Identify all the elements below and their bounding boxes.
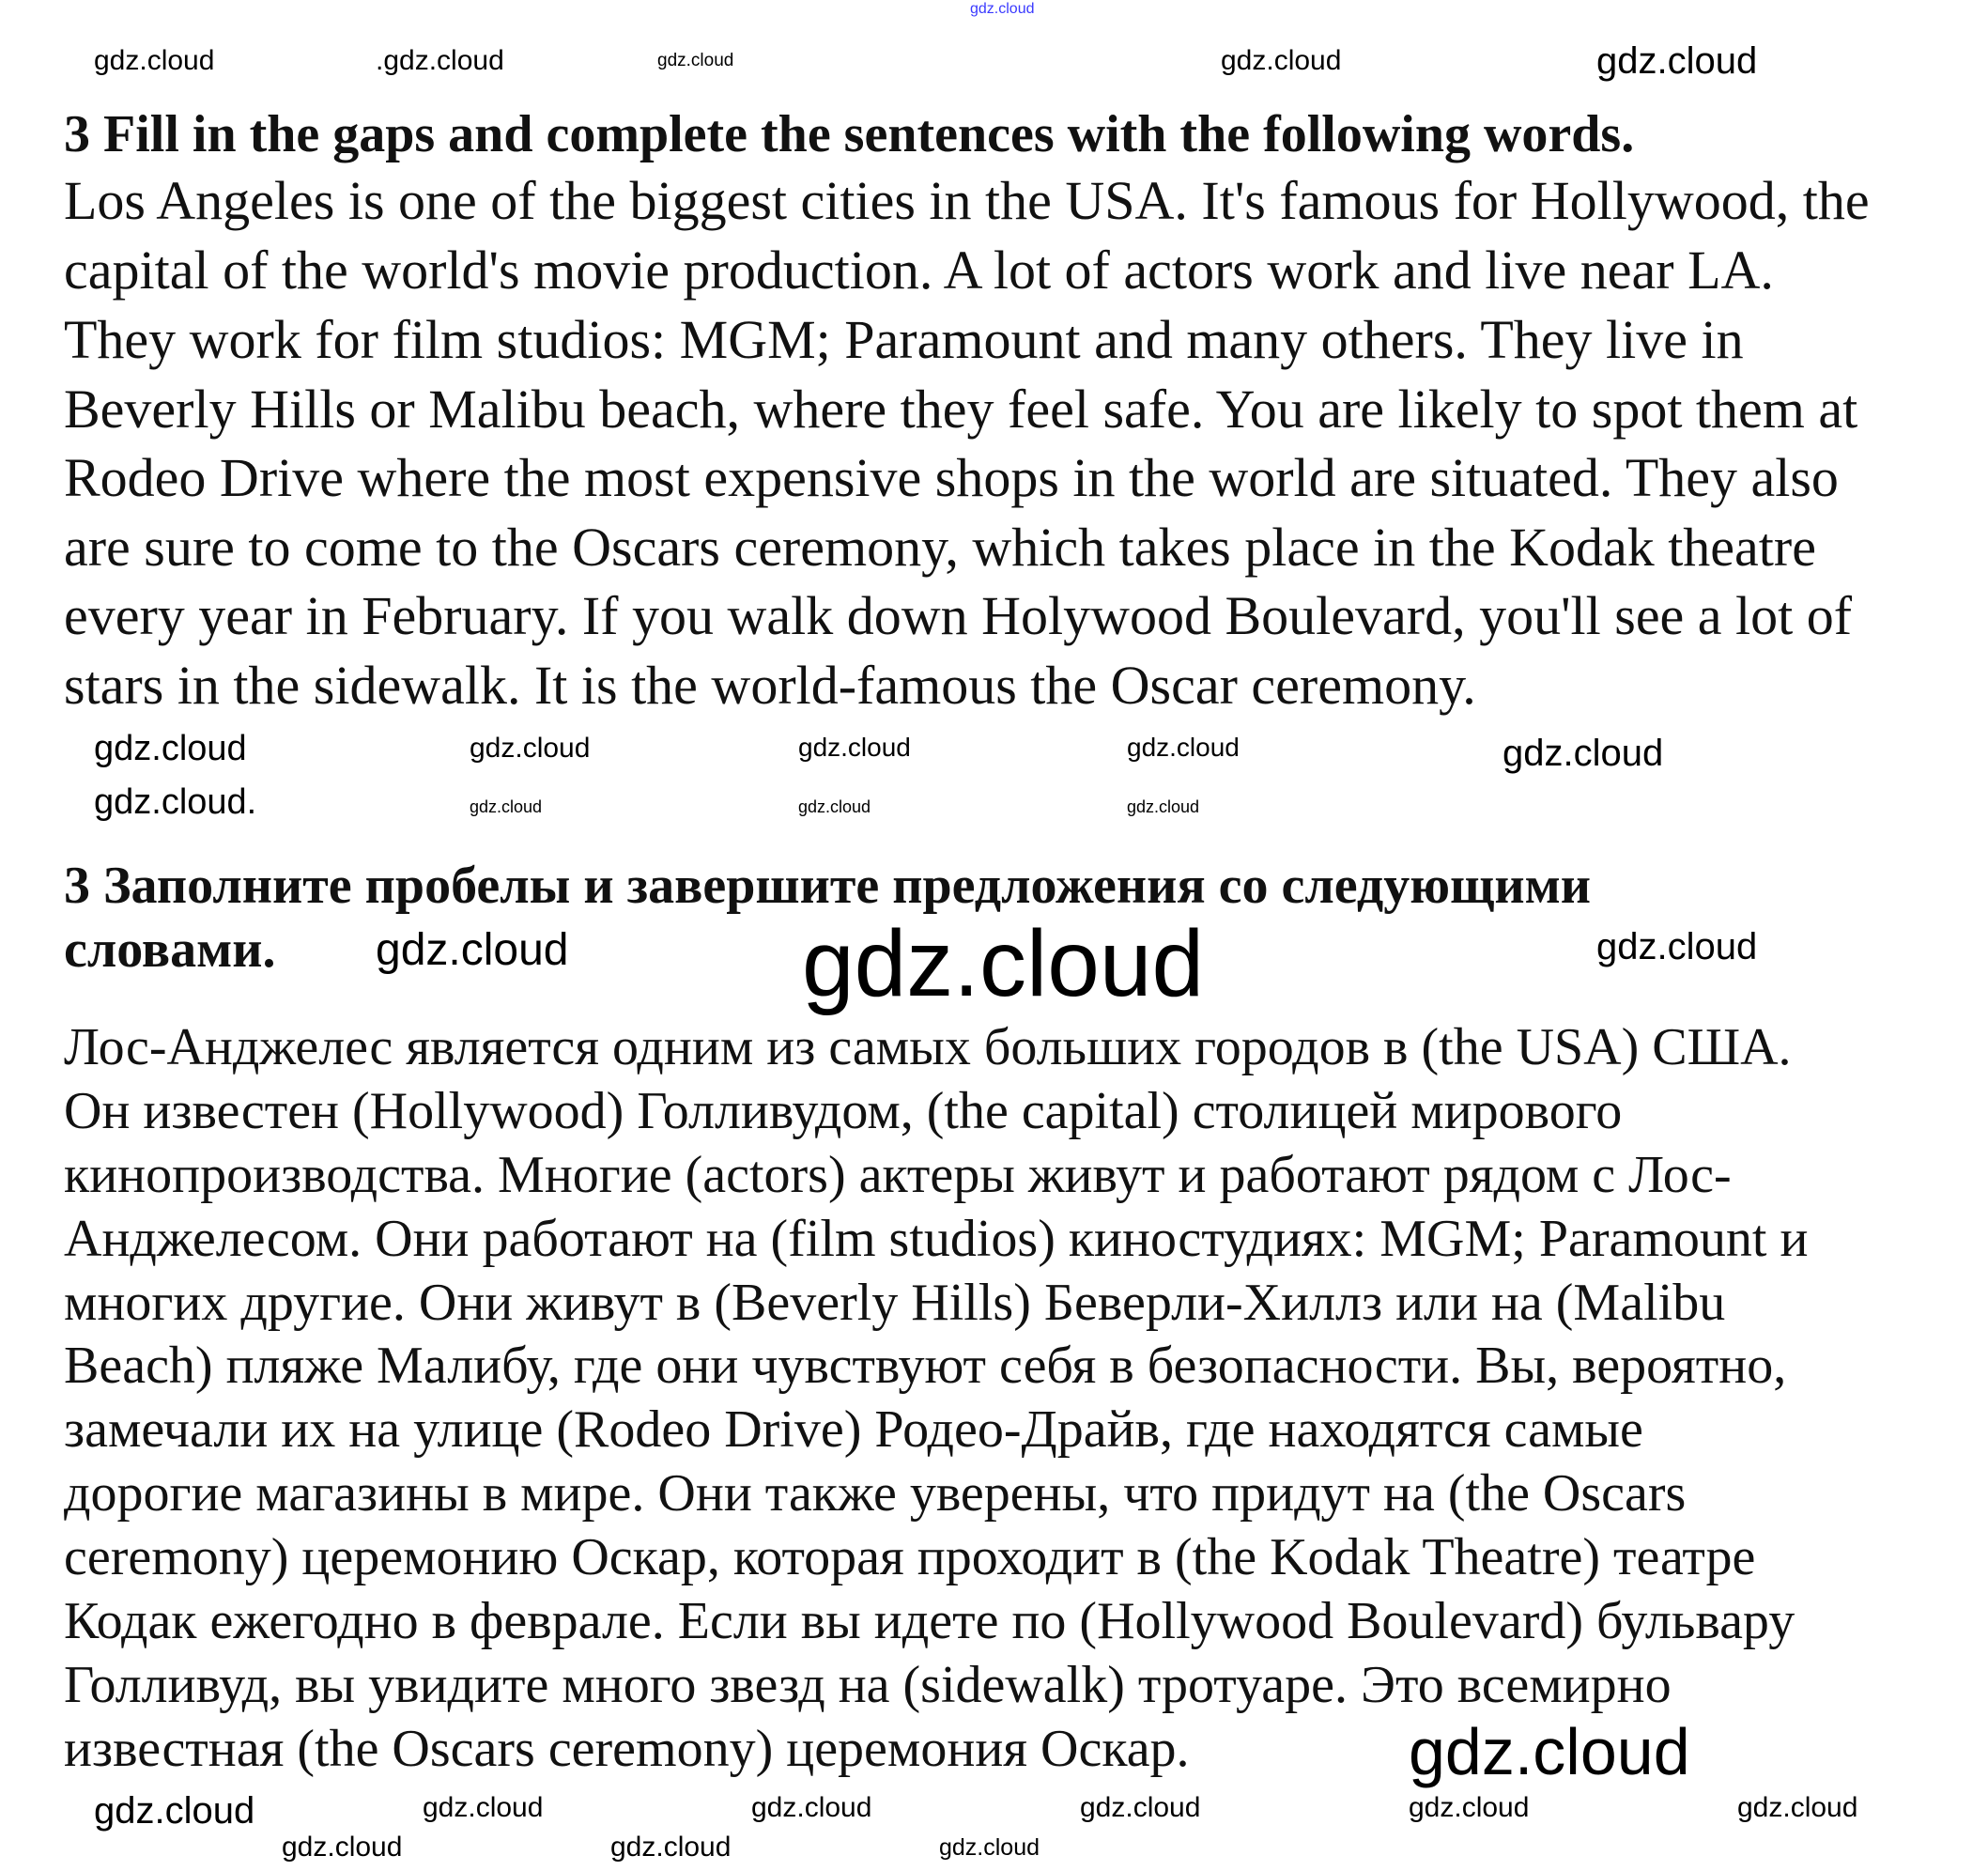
english-text-line: stars in the sidewalk. It is the world-famous the Oscar ceremony. — [64, 655, 1476, 716]
watermark: gdz.cloud — [798, 733, 911, 762]
watermark: gdz.cloud — [94, 45, 215, 76]
english-text-line: are sure to come to the Oscars ceremony, which takes place in the Kodak theatre — [64, 517, 1816, 578]
watermark: gdz.cloud — [376, 925, 569, 975]
russian-text-line: Он известен (Hollywood) Голливудом, (the capital) столицей мирового — [64, 1082, 1623, 1140]
watermark-large: gdz.cloud — [802, 911, 1205, 1016]
russian-exercise-title: 3 Заполните пробелы и завершите предложения со следующими — [64, 857, 1591, 915]
watermark: gdz.cloud. — [94, 782, 257, 822]
watermark: gdz.cloud — [1409, 1715, 1690, 1788]
russian-text-line: дорогие магазины в мире. Они также уверены, что придут на (the Oscars — [64, 1464, 1687, 1523]
english-text-line: every year in February. If you walk down Holywood Boulevard, you'll see a lot of — [64, 585, 1853, 646]
watermark: gdz.cloud — [751, 1792, 872, 1823]
watermark: gdz.cloud — [94, 729, 247, 768]
english-text-line: Beverly Hills or Malibu beach, where they feel safe. You are likely to spot them at — [64, 379, 1858, 440]
russian-text-line: ceremony) церемонию Оскар, которая проходит в (the Kodak Theatre) театре — [64, 1528, 1756, 1586]
watermark: gdz.cloud — [1503, 733, 1664, 774]
russian-text-line: Кодак ежегодно в феврале. Если вы идете по (Hollywood Boulevard) бульвару — [64, 1592, 1795, 1650]
watermark: gdz.cloud — [939, 1834, 1040, 1861]
russian-text-line: кинопроизводства. Многие (actors) актеры живут и работают рядом с Лос- — [64, 1146, 1732, 1204]
watermark: gdz.cloud — [470, 733, 591, 764]
watermark: gdz.cloud — [1221, 45, 1342, 76]
russian-text-line: замечали их на улице (Rodeo Drive) Родео-Драйв, где находятся самые — [64, 1400, 1643, 1459]
watermark: gdz.cloud — [1127, 797, 1200, 816]
english-exercise-title: 3 Fill in the gaps and complete the sentences with the following words. — [64, 105, 1635, 163]
watermark: gdz.cloud — [1080, 1792, 1201, 1823]
watermark: gdz.cloud — [423, 1792, 544, 1823]
russian-text-line: Beach) пляже Малибу, где они чувствуют себя в безопасности. Вы, вероятно, — [64, 1337, 1787, 1395]
watermark: gdz.cloud — [1127, 733, 1240, 762]
english-text-line: Rodeo Drive where the most expensive shops in the world are situated. They also — [64, 447, 1839, 508]
watermark: gdz.cloud — [1596, 40, 1758, 82]
russian-text-line: многих другие. Они живут в (Beverly Hills) Беверли-Хиллз или на (Malibu — [64, 1274, 1726, 1332]
watermark: gdz.cloud — [657, 51, 734, 70]
watermark: gdz.cloud — [282, 1832, 403, 1863]
russian-text-line: Лос-Анджелес является одним из самых больших городов в (the USA) США. — [64, 1018, 1792, 1076]
watermark: gdz.cloud — [470, 797, 543, 816]
watermark: gdz.cloud — [798, 797, 871, 816]
watermark: gdz.cloud — [970, 1, 1035, 17]
watermark: .gdz.cloud — [376, 45, 504, 76]
watermark: gdz.cloud — [1737, 1792, 1858, 1823]
english-text-line: Los Angeles is one of the biggest cities in the USA. It's famous for Hollywood, the — [64, 170, 1870, 231]
russian-text-line: Голливуд, вы увидите много звезд на (sidewalk) тротуаре. Это всемирно — [64, 1656, 1672, 1714]
russian-text-line: Анджелесом. Они работают на (film studios) киностудиях: MGM; Paramount и — [64, 1210, 1809, 1268]
english-text-line: capital of the world's movie production. A lot of actors work and live near LA. — [64, 240, 1774, 301]
russian-exercise-title: словами. — [64, 920, 276, 979]
watermark: gdz.cloud — [1596, 926, 1758, 967]
watermark: gdz.cloud — [94, 1790, 255, 1832]
english-text-line: They work for film studios: MGM; Paramount and many others. They live in — [64, 309, 1744, 370]
watermark: gdz.cloud — [1409, 1792, 1530, 1823]
watermark: gdz.cloud — [610, 1832, 732, 1863]
russian-text-line: известная (the Oscars ceremony) церемония Оскар. — [64, 1720, 1190, 1778]
